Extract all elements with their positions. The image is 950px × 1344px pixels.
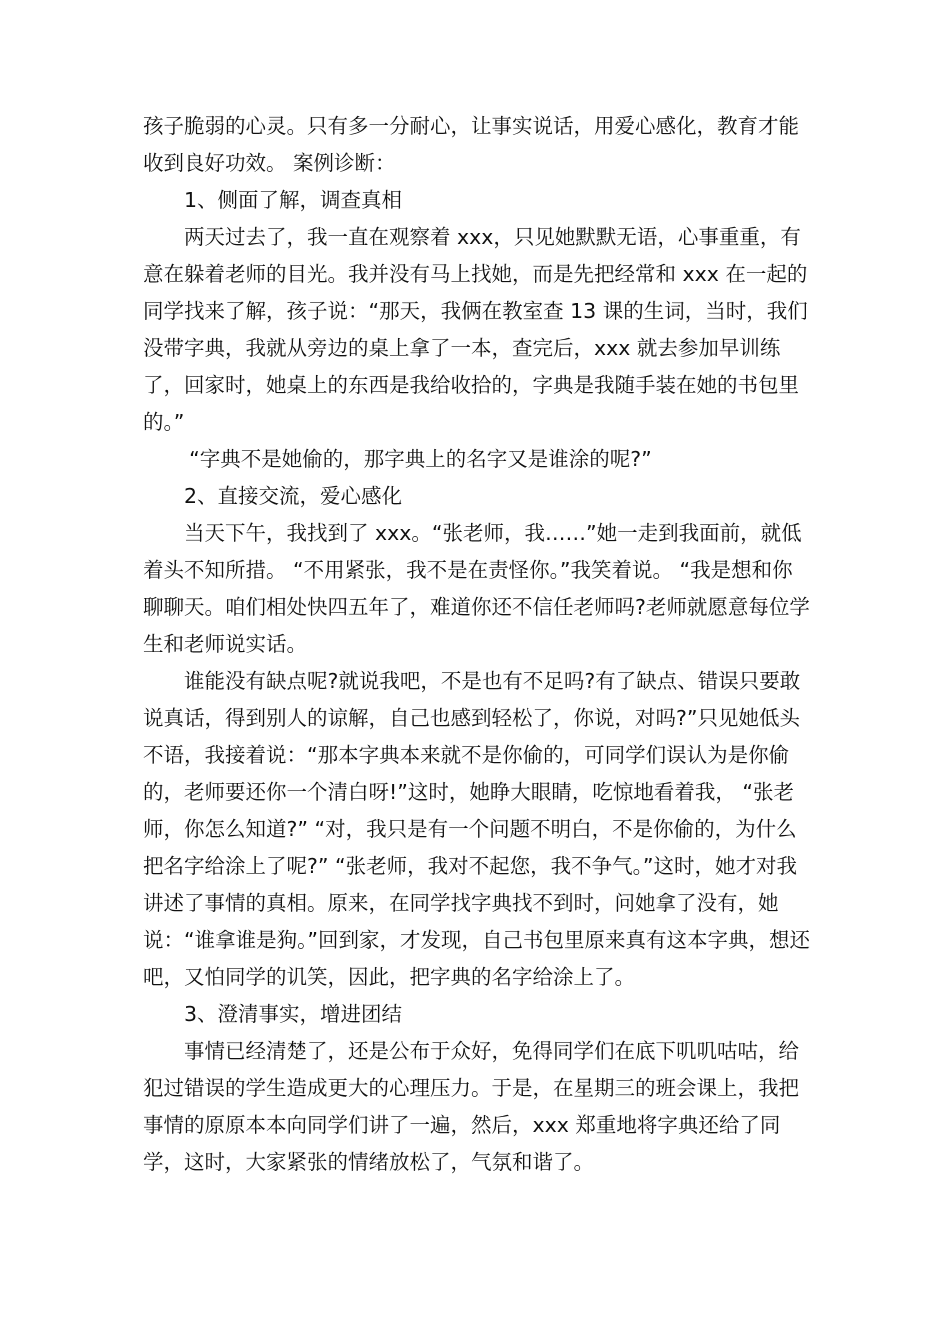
paragraph: 孩子脆弱的心灵。只有多一分耐心，让事实说话，用爱心感化，教育才能收到良好功效。 案例诊断： bbox=[143, 114, 799, 175]
section-heading: 1、侧面了解，调查真相 bbox=[184, 188, 403, 212]
paragraph: 事情已经清楚了，还是公布于众好，免得同学们在底下叽叽咕咕，给犯过错误的学生造成更大的心理压力。于是，在星期三的班会课上，我把事情的原原本本向同学们讲了一遍，然后，xxx 郑重地将字典还给了同学，这时，大家紧张的情绪放松了，气氛和谐了。 bbox=[143, 1039, 799, 1174]
paragraph: 谁能没有缺点呢?就说我吧，不是也有不足吗?有了缺点、错误只要敢说真话，得到别人的谅解，自己也感到轻松了，你说，对吗?”只见她低头不语，我接着说：“那本字典本来就不是你偷的，可同学们误认为是你偷的，老师要还你一个清白呀!”这时，她睁大眼睛，吃惊地看着我， “张老师，你怎么知道?” “对，我只是有一个问题不明白，不是你偷的，为什么把名字给涂上了呢?” “张老师，我对不起您，我不争气。”这时，她才对我讲述了事情的真相。原来，在同学找字典找不到时，问她拿了没有，她说：“谁拿谁是狗。”回到家，才发现，自己书包里原来真有这本字典，想还吧，又怕同学的讥笑，因此，把字典的名字给涂上了。 bbox=[143, 669, 810, 989]
document-body bbox=[143, 108, 813, 1181]
paragraph: 两天过去了，我一直在观察着 xxx，只见她默默无语，心事重重，有意在躲着老师的目光。我并没有马上找她，而是先把经常和 xxx 在一起的同学找来了解，孩子说：“那天，我俩在教室查 13 课的生词，当时，我们没带字典，我就从旁边的桌上拿了一本，查完后，xxx 就去参加早训练了，回家时，她桌上的东西是我给收拾的，字典是我随手装在她的书包里的。” bbox=[143, 225, 808, 434]
section-heading: 2、直接交流，爱心感化 bbox=[184, 484, 403, 508]
paragraph: 当天下午，我找到了 xxx。“张老师，我……”她一走到我面前，就低着头不知所措。 “不用紧张，我不是在责怪你。”我笑着说。 “我是想和你聊聊天。咱们相处快四五年了，难道你还不信任老师吗?老师就愿意每位学生和老师说实话。 bbox=[143, 521, 810, 656]
section-heading: 3、澄清事实，增进团结 bbox=[184, 1002, 403, 1026]
paragraph-quote: “字典不是她偷的，那字典上的名字又是谁涂的呢?” bbox=[189, 447, 652, 471]
